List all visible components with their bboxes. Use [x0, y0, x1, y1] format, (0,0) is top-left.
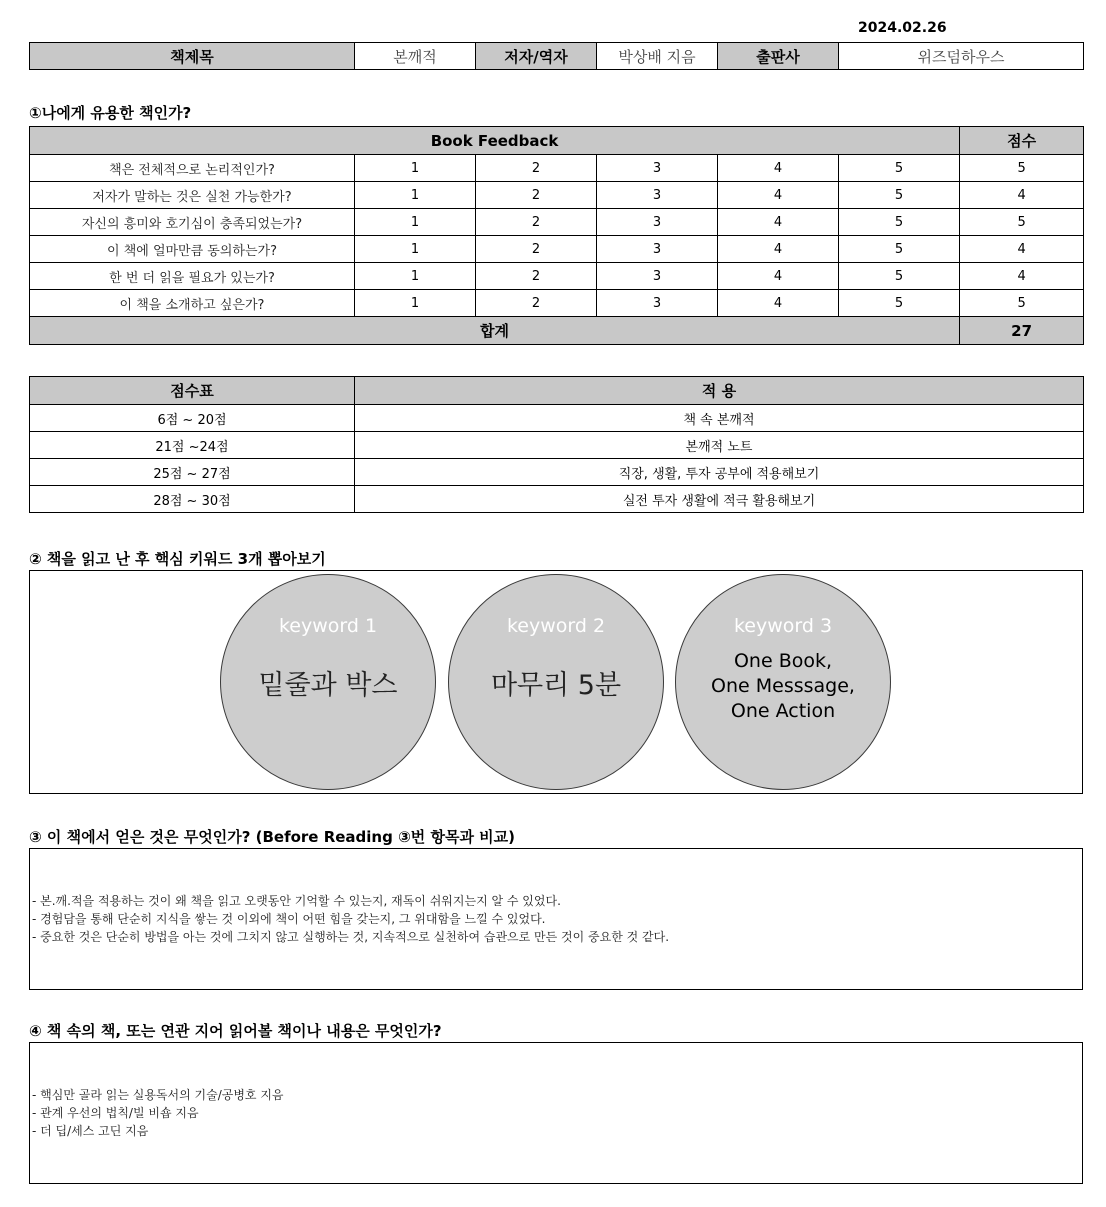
keyword-value-line: One Action	[730, 700, 836, 722]
range-cell: 21점 ~24점	[30, 432, 355, 459]
section2-title: ② 책을 읽고 난 후 핵심 키워드 3개 뽑아보기	[29, 550, 326, 568]
keyword-circle	[220, 574, 436, 790]
book-info-table	[29, 42, 1084, 70]
table-row	[30, 405, 1084, 432]
keyword-circle	[675, 574, 891, 790]
option-cell: 2	[476, 182, 597, 209]
question-cell: 이 책을 소개하고 싶은가?	[30, 290, 355, 317]
option-cell: 2	[476, 236, 597, 263]
option-cell: 5	[839, 263, 960, 290]
question-cell: 저자가 말하는 것은 실천 가능한가?	[30, 182, 355, 209]
option-cell: 4	[718, 263, 839, 290]
table-row	[30, 486, 1084, 513]
option-cell: 1	[355, 182, 476, 209]
score-guide-header: 점수표	[30, 377, 355, 405]
publisher-label: 출판사	[718, 43, 839, 70]
range-cell: 6점 ~ 20점	[30, 405, 355, 432]
score-cell: 5	[960, 155, 1084, 182]
keyword-label: keyword 3	[733, 615, 833, 637]
book-feedback-header: Book Feedback	[30, 127, 960, 155]
question-cell: 이 책에 얼마만큼 동의하는가?	[30, 236, 355, 263]
option-cell: 3	[597, 209, 718, 236]
table-row	[30, 182, 1084, 209]
option-cell: 4	[718, 209, 839, 236]
title-value: 본깨적	[355, 43, 476, 70]
table-row	[30, 209, 1084, 236]
table-row	[30, 432, 1084, 459]
author-label: 저자/역자	[476, 43, 597, 70]
book-feedback-table	[29, 126, 1084, 345]
keyword-value: 마무리 5분	[490, 670, 622, 701]
option-cell: 5	[839, 236, 960, 263]
keyword-value-line: One Messsage,	[711, 675, 855, 697]
option-cell: 3	[597, 155, 718, 182]
score-header: 점수	[960, 127, 1084, 155]
table-row	[30, 263, 1084, 290]
date-label: 2024.02.26	[858, 20, 947, 36]
option-cell: 3	[597, 182, 718, 209]
text-line: - 중요한 것은 단순히 방법을 아는 것에 그치지 않고 실행하는 것, 지속적으로 실천하여 습관으로 만든 것이 중요한 것 같다.	[32, 930, 670, 944]
question-cell: 한 번 더 읽을 필요가 있는가?	[30, 263, 355, 290]
keyword-value: 밑줄과 박스	[258, 670, 398, 701]
publisher-value: 위즈덤하우스	[839, 43, 1084, 70]
range-cell: 28점 ~ 30점	[30, 486, 355, 513]
text-line: - 관계 우선의 법칙/빌 비숍 지음	[32, 1106, 199, 1120]
option-cell: 1	[355, 155, 476, 182]
score-cell: 4	[960, 236, 1084, 263]
apply-cell: 본깨적 노트	[355, 432, 1084, 459]
keyword-value-line: One Book,	[733, 650, 833, 672]
option-cell: 2	[476, 290, 597, 317]
option-cell: 5	[839, 290, 960, 317]
keyword-label: keyword 1	[278, 615, 378, 637]
score-cell: 4	[960, 263, 1084, 290]
related-books-box	[29, 1042, 1083, 1184]
option-cell: 2	[476, 209, 597, 236]
score-cell: 4	[960, 182, 1084, 209]
text-line: - 경험담을 통해 단순히 지식을 쌓는 것 이외에 책이 어떤 힘을 갖는지, 그 위대함을 느낄 수 있었다.	[32, 912, 546, 926]
text-line: - 핵심만 골라 읽는 실용독서의 기술/공병호 지음	[32, 1088, 284, 1102]
option-cell: 2	[476, 263, 597, 290]
option-cell: 4	[718, 182, 839, 209]
section3-title: ③ 이 책에서 얻은 것은 무엇인가? (Before Reading ③번 항목과 비교)	[29, 828, 516, 846]
table-row	[30, 290, 1084, 317]
option-cell: 3	[597, 290, 718, 317]
range-cell: 25점 ~ 27점	[30, 459, 355, 486]
takeaways-box	[29, 848, 1083, 990]
option-cell: 5	[839, 182, 960, 209]
score-cell: 5	[960, 290, 1084, 317]
score-cell: 5	[960, 209, 1084, 236]
question-cell: 책은 전체적으로 논리적인가?	[30, 155, 355, 182]
author-value: 박상배 지음	[597, 43, 718, 70]
total-value: 27	[960, 317, 1084, 345]
option-cell: 3	[597, 263, 718, 290]
keyword-label: keyword 2	[506, 615, 606, 637]
apply-cell: 실전 투자 생활에 적극 활용해보기	[355, 486, 1084, 513]
option-cell: 4	[718, 290, 839, 317]
option-cell: 5	[839, 209, 960, 236]
section1-title: ①나에게 유용한 책인가?	[29, 104, 192, 122]
section4-title: ④ 책 속의 책, 또는 연관 지어 읽어볼 책이나 내용은 무엇인가?	[29, 1022, 442, 1040]
keyword-box	[29, 570, 1083, 794]
option-cell: 5	[839, 155, 960, 182]
title-label: 책제목	[30, 43, 355, 70]
keyword-circle	[448, 574, 664, 790]
option-cell: 1	[355, 209, 476, 236]
option-cell: 2	[476, 155, 597, 182]
table-row	[30, 459, 1084, 486]
option-cell: 1	[355, 290, 476, 317]
score-guide-table	[29, 376, 1084, 513]
option-cell: 4	[718, 236, 839, 263]
table-row	[30, 236, 1084, 263]
total-label: 합계	[30, 317, 960, 345]
text-line: - 더 딥/세스 고딘 지음	[32, 1124, 149, 1138]
table-row	[30, 155, 1084, 182]
option-cell: 4	[718, 155, 839, 182]
apply-cell: 책 속 본깨적	[355, 405, 1084, 432]
option-cell: 1	[355, 236, 476, 263]
question-cell: 자신의 흥미와 호기심이 충족되었는가?	[30, 209, 355, 236]
keyword-value	[684, 649, 882, 724]
option-cell: 1	[355, 263, 476, 290]
apply-cell: 직장, 생활, 투자 공부에 적용해보기	[355, 459, 1084, 486]
apply-header: 적 용	[355, 377, 1084, 405]
text-line: - 본.깨.적을 적용하는 것이 왜 책을 읽고 오랫동안 기억할 수 있는지, 재독이 쉬워지는지 알 수 있었다.	[32, 894, 561, 908]
option-cell: 3	[597, 236, 718, 263]
